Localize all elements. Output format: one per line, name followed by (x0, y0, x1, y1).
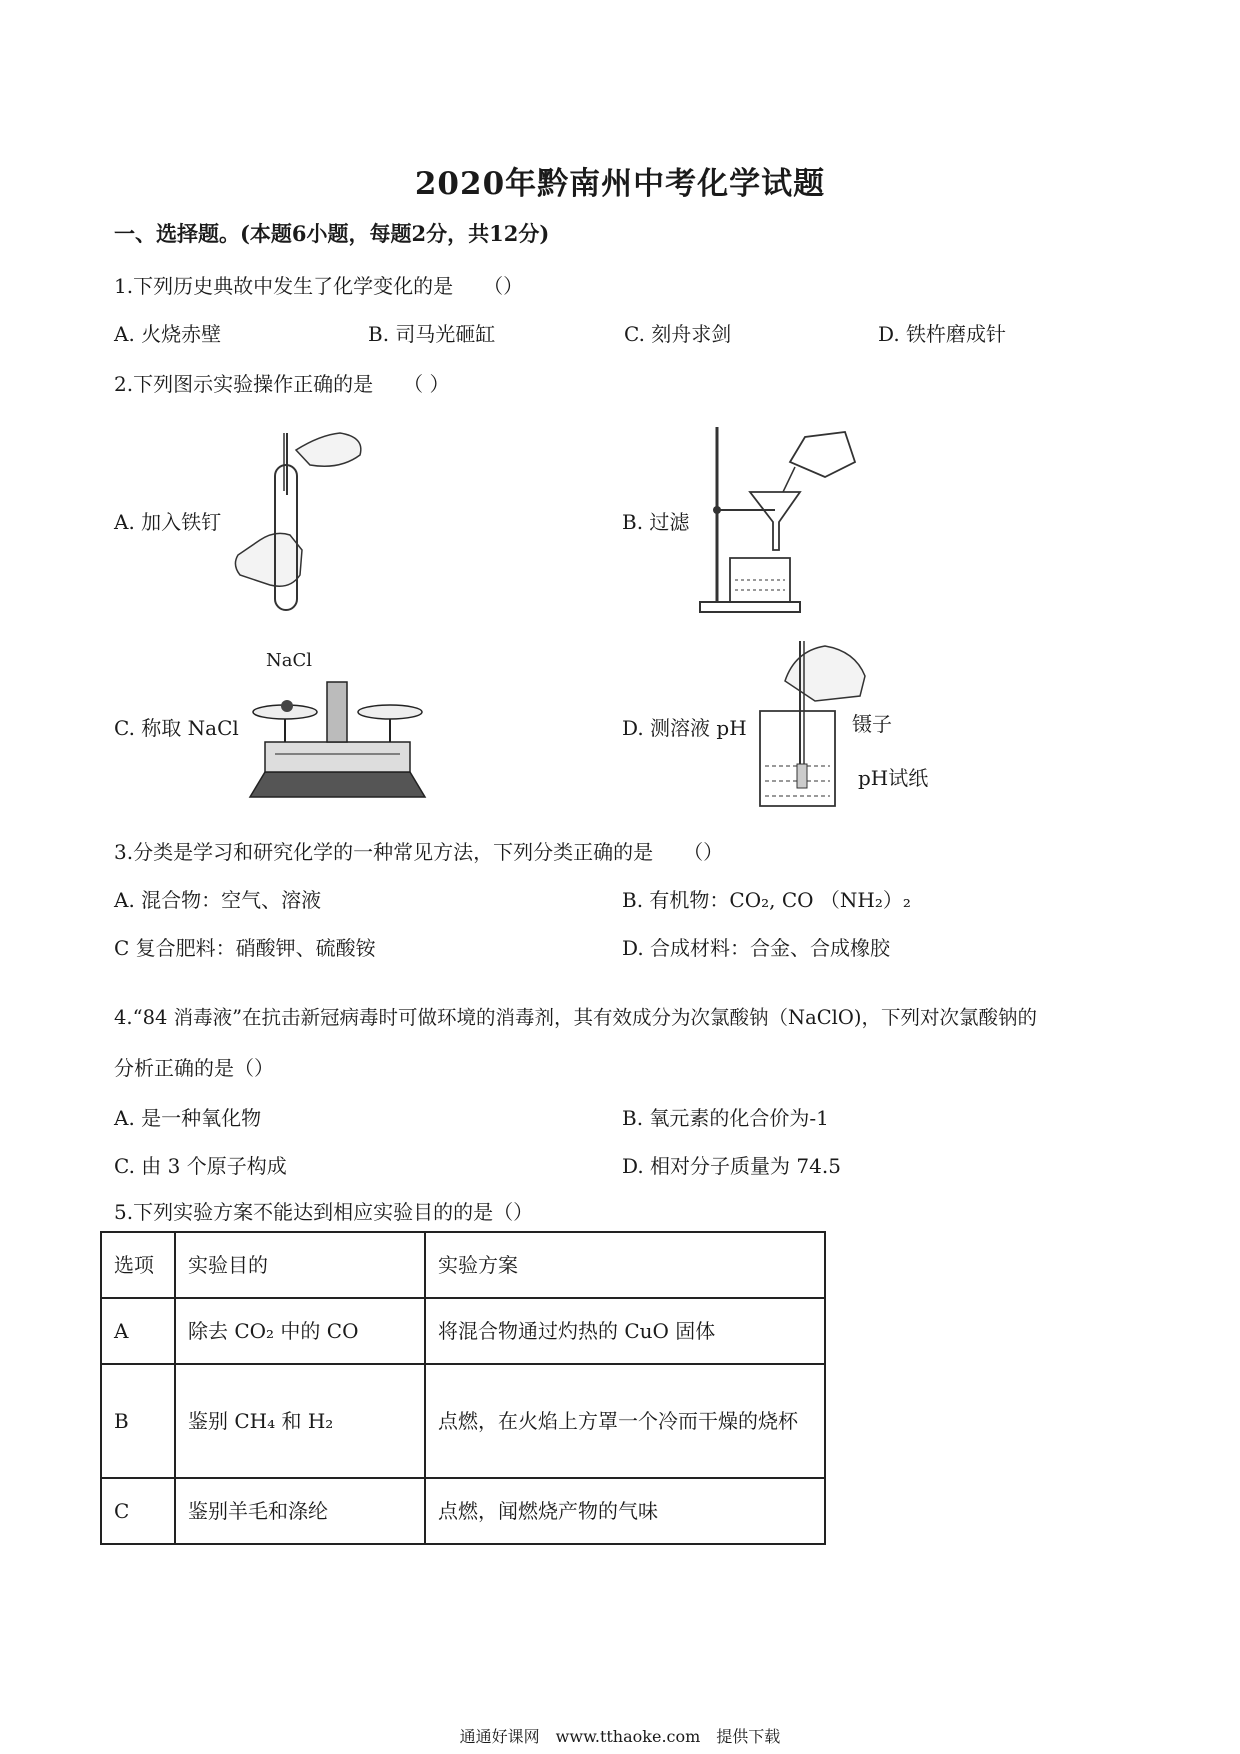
q4-stem-line2: 分析正确的是（） (114, 1056, 274, 1080)
table-header-row (101, 1232, 825, 1298)
header-plan: 实验方案 (425, 1232, 825, 1298)
q4-option-b: B. 氧元素的化合价为-1 (622, 1106, 829, 1130)
row-b-purpose: 鉴别 CH₄ 和 H₂ (175, 1364, 425, 1478)
table-row (101, 1364, 825, 1478)
q2-option-c: C. 称取 NaCl (114, 716, 239, 740)
q3-option-d: D. 合成材料：合金、合成橡胶 (622, 936, 891, 960)
balance-figure (245, 672, 430, 802)
q3-option-b: B. 有机物：CO₂, CO （NH₂）₂ (622, 888, 911, 912)
row-c-option: C (101, 1478, 175, 1544)
q1-option-d: D. 铁杵磨成针 (878, 322, 1007, 346)
q1-stem: 1.下列历史典故中发生了化学变化的是 （） (114, 274, 524, 298)
row-a-plan: 将混合物通过灼热的 CuO 固体 (425, 1298, 825, 1364)
footer-text: 通通好课网 www.tthaoke.com 提供下载 (459, 1727, 781, 1746)
page-title: 2020年黔南州中考化学试题 (414, 166, 826, 202)
tweezers-label: 镊子 (852, 712, 892, 736)
row-a-purpose: 除去 CO₂ 中的 CO (175, 1298, 425, 1364)
section-heading: 一、选择题。(本题6小题，每题2分，共12分) (114, 221, 550, 246)
q4-stem-line1: 4.“84 消毒液”在抗击新冠病毒时可做环境的消毒剂，其有效成分为次氯酸钠（NaClO)，下列对次氯酸钠的 (114, 1006, 1037, 1029)
row-b-option: B (101, 1364, 175, 1478)
header-option: 选项 (101, 1232, 175, 1298)
q4-option-d: D. 相对分子质量为 74.5 (622, 1154, 841, 1178)
q4-option-a: A. 是一种氧化物 (114, 1106, 262, 1130)
nacl-figure-label: NaCl (266, 650, 313, 671)
q3-stem: 3.分类是学习和研究化学的一种常见方法，下列分类正确的是 （） (114, 840, 724, 864)
q3-option-a: A. 混合物：空气、溶液 (114, 888, 322, 912)
q2-stem: 2.下列图示实验操作正确的是 （ ） (114, 372, 450, 396)
experiment-table (100, 1231, 826, 1545)
q2-option-a: A. 加入铁钉 (114, 510, 222, 534)
q2-option-b: B. 过滤 (622, 510, 690, 534)
row-b-plan: 点燃，在火焰上方罩一个冷而干燥的烧杯 (425, 1364, 825, 1478)
q1-option-a: A. 火烧赤壁 (114, 322, 222, 346)
test-tube-figure (230, 425, 370, 615)
q1-option-c: C. 刻舟求剑 (624, 322, 732, 346)
q1-option-b: B. 司马光砸缸 (368, 322, 496, 346)
row-a-option: A (101, 1298, 175, 1364)
header-purpose: 实验目的 (175, 1232, 425, 1298)
q4-option-c: C. 由 3 个原子构成 (114, 1154, 287, 1178)
filtration-figure (695, 422, 865, 618)
ph-paper-label: pH试纸 (858, 766, 929, 790)
q3-option-c: C 复合肥料：硝酸钾、硫酸铵 (114, 936, 376, 960)
row-c-purpose: 鉴别羊毛和涤纶 (175, 1478, 425, 1544)
q2-option-d: D. 测溶液 pH (622, 716, 747, 740)
table-row (101, 1298, 825, 1364)
q5-stem: 5.下列实验方案不能达到相应实验目的的是（） (114, 1200, 534, 1224)
row-c-plan: 点燃，闻燃烧产物的气味 (425, 1478, 825, 1544)
table-row (101, 1478, 825, 1544)
